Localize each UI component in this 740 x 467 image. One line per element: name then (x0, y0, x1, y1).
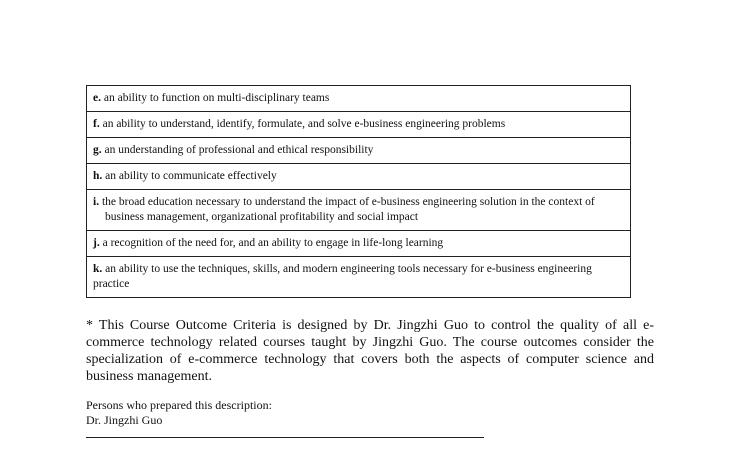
table-row (87, 257, 631, 298)
course-outcomes-table (86, 85, 631, 298)
outcome-letter: e. (93, 92, 101, 104)
table-row (87, 86, 631, 112)
outcome-letter: h. (93, 170, 103, 182)
footnote-paragraph: * This Course Outcome Criteria is designed by Dr. Jingzhi Guo to control the quality of all e-commerce technology related courses taught by Jingzhi Guo. The course outcomes consider the specialization of e-commerce technology that covers both the aspects of computer science and business management. (86, 318, 654, 384)
table-row (87, 164, 631, 190)
outcome-text: an ability to understand, identify, formulate, and solve e-business engineering problems (99, 118, 506, 130)
prepared-by-block (86, 398, 272, 428)
table-row (87, 190, 631, 231)
outcome-letter: k. (93, 263, 103, 275)
outcome-cell (87, 86, 631, 112)
outcome-cell (87, 112, 631, 138)
outcome-cell (87, 190, 631, 231)
outcome-letter: j. (93, 237, 100, 249)
outcome-cell (87, 257, 631, 298)
prepared-by-label: Persons who prepared this description: (86, 398, 272, 412)
outcome-text: an ability to communicate effectively (102, 170, 277, 182)
outcome-text: an ability to use the techniques, skills, and modern engineering tools necessary for e-business engineering practice (93, 263, 592, 290)
preparer-name: Dr. Jingzhi Guo (86, 413, 163, 427)
table-row (87, 138, 631, 164)
outcome-cell (87, 138, 631, 164)
outcome-cell (87, 231, 631, 257)
outcome-letter: f. (93, 118, 100, 130)
outcome-text: an ability to function on multi-disciplinary teams (100, 92, 330, 104)
outcome-text: an understanding of professional and ethical responsibility (101, 144, 374, 156)
outcome-cell (87, 164, 631, 190)
outcome-letter: g. (93, 144, 102, 156)
outcome-text: a recognition of the need for, and an ability to engage in life-long learning (99, 237, 444, 249)
signature-line (86, 437, 484, 438)
outcome-text: the broad education necessary to understand the impact of e-business engineering solution in the context of business management, organizational profitability and social impact (99, 196, 595, 223)
table-row (87, 231, 631, 257)
table-row (87, 112, 631, 138)
outcome-letter: i. (93, 196, 100, 208)
